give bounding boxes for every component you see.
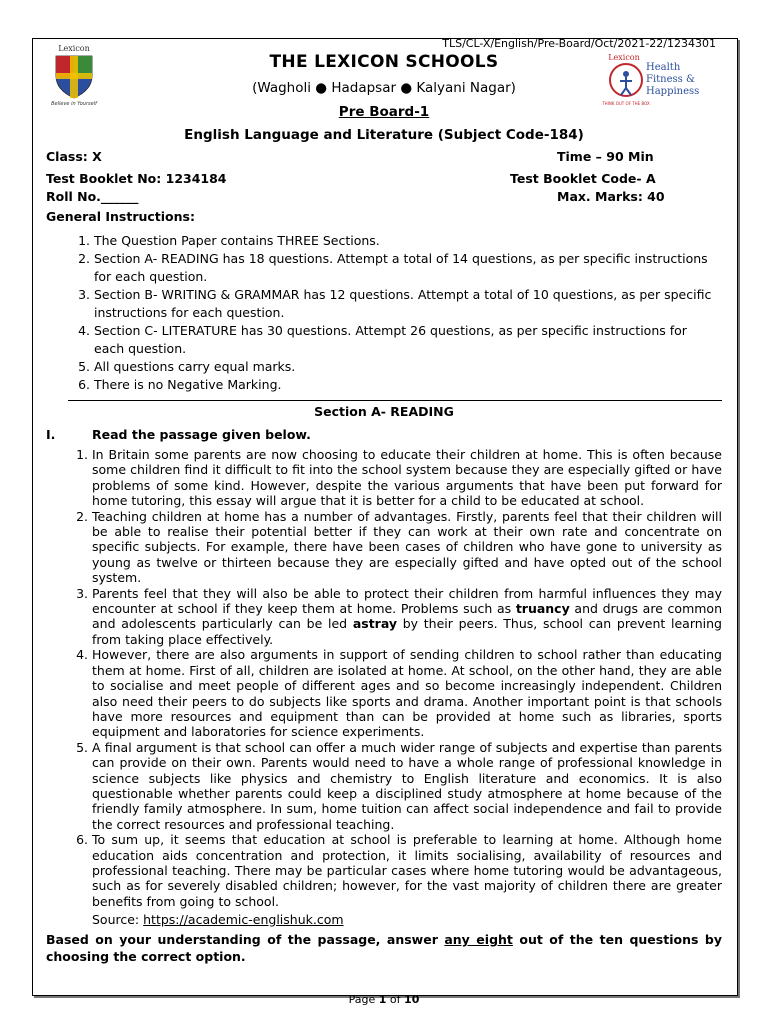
logo-right-brand: Lexicon [608,53,640,62]
logo-right-tagline: THINK OUT OF THE BOX [602,101,650,106]
instructions-heading: General Instructions: [46,209,195,224]
logo-right-line2: Fitness & [646,74,695,85]
logo-left-text: Lexicon [58,44,90,53]
logo-left-tagline: Believe in Yourself [51,101,97,107]
logo-right-line3: Happiness [646,86,700,97]
passage-source [92,912,344,927]
class-label: Class: X [46,149,102,164]
page-label: Page [348,993,379,1006]
keyword-truancy: truancy [515,601,570,617]
p3-text: and drugs are common and adolescents particularly can be led [92,601,722,632]
page-number: 1 [378,993,387,1006]
passage-paragraph: 5. A final argument is that school can offer a much wider range of subjects and expertise than parents can provide on their own. Parents would need to have a whole range of professional knowledge in science subjects like physics and chemistry to English literature and economics. It is also questionable whether parents could keep a disciplined study atmosphere at home because of the friendly family atmosphere. In sum, home tuition can affect social independence and fail to provide the correct resources and professional teaching. [92,740,722,832]
passage-paragraph: 6. To sum up, it seems that education at school is preferable to learning at home. Although home education aids concentration and protection, it limits socialising, availability of resources and professional teaching. There may be particular cases where home tutoring would be advantageous, such as for severely disabled children; however, for the vast majority of children there are greater benefits from going to school. [92,832,722,909]
booklet-code: Test Booklet Code- A [510,171,656,186]
roll-number: Roll No.______ [46,189,139,204]
answer-instruction-emphasis: any eight [444,932,513,947]
question-text: Read the passage given below. [92,427,311,442]
reference-code: TLS/CL-X/English/Pre-Board/Oct/2021-22/1234301 [442,37,716,50]
school-name: THE LEXICON SCHOOLS [269,52,499,72]
keyword-astray: astray [352,616,398,632]
question-number: I. [46,427,56,442]
answer-instruction [46,931,722,965]
booklet-number: Test Booklet No: 1234184 [46,171,227,186]
answer-instruction-text: Based on your understanding of the passage, answer [46,932,445,947]
instruction-item: 5. All questions carry equal marks. [94,358,718,376]
passage-paragraph: 2. Teaching children at home has a number of advantages. Firstly, parents feel that their children will be able to realise their potential better if they can work at their own rate and concentrate on specific subjects. For example, there have been cases of children who have gone to university as young as twelve or thirteen because they are especially gifted and have opted out of the school system. [92,509,722,586]
time-label: Time – 90 Min [557,149,654,164]
general-instructions [66,232,718,394]
school-branches: (Wagholi ● Hadapsar ● Kalyani Nagar) [252,80,516,96]
section-divider [68,400,722,401]
max-marks: Max. Marks: 40 [557,189,665,204]
instruction-item: 4. Section C- LITERATURE has 30 questions. Attempt 26 questions, as per specific instructions for each question. [94,322,718,358]
page-footer [0,993,768,1006]
section-a-title: Section A- READING [314,404,454,419]
p3-text: Parents feel that they will also be able to protect their children from harmful influences they may encounter at school if they keep them at home. Problems such as [92,585,722,617]
reading-passage [66,447,722,909]
passage-paragraph: 4. However, there are also arguments in support of sending children to school rather than educating them at home. First of all, children are isolated at home. At school, on the other hand, they are able to socialise and meet people of different ages and so become increasingly independent. Children also need their peers to do subjects like sports and drama. Another important point is that schools have more resources and equipment than can be provided at home such as libraries, sports equipment and laboratories for science experiments. [92,647,722,739]
p3-text: by their peers. Thus, school can prevent learning from taking place effectively. [92,616,722,647]
exam-title: Pre Board-1 [338,104,430,120]
instruction-item: 1. The Question Paper contains THREE Sections. [94,232,718,250]
source-link[interactable]: https://academic-englishuk.com [143,912,344,927]
page-total: 10 [404,993,420,1006]
instruction-item: 3. Section B- WRITING & GRAMMAR has 12 questions. Attempt a total of 10 questions, as per specific instructions for each question. [94,286,718,322]
source-label: Source: [92,912,144,927]
of-label: of [386,993,405,1006]
instruction-item: 2. Section A- READING has 18 questions. Attempt a total of 14 questions, as per specific instructions for each question. [94,250,718,286]
passage-paragraph [92,586,722,648]
health-fitness-logo [602,50,718,108]
instruction-item: 6. There is no Negative Marking. [94,376,718,394]
subject-title: English Language and Literature (Subject Code-184) [184,127,584,143]
answer-instruction-text: out of the ten questions by choosing the correct option. [46,932,722,964]
logo-right-line1: Health [646,62,681,73]
passage-paragraph: 1. In Britain some parents are now choosing to educate their children at home. This is often because some children find it difficult to fit into the school system because they are especially gifted or have problems of some kind. However, despite the various arguments that have been put forward for home tutoring, this essay will argue that it is better for a child to be educated at school. [92,447,722,509]
